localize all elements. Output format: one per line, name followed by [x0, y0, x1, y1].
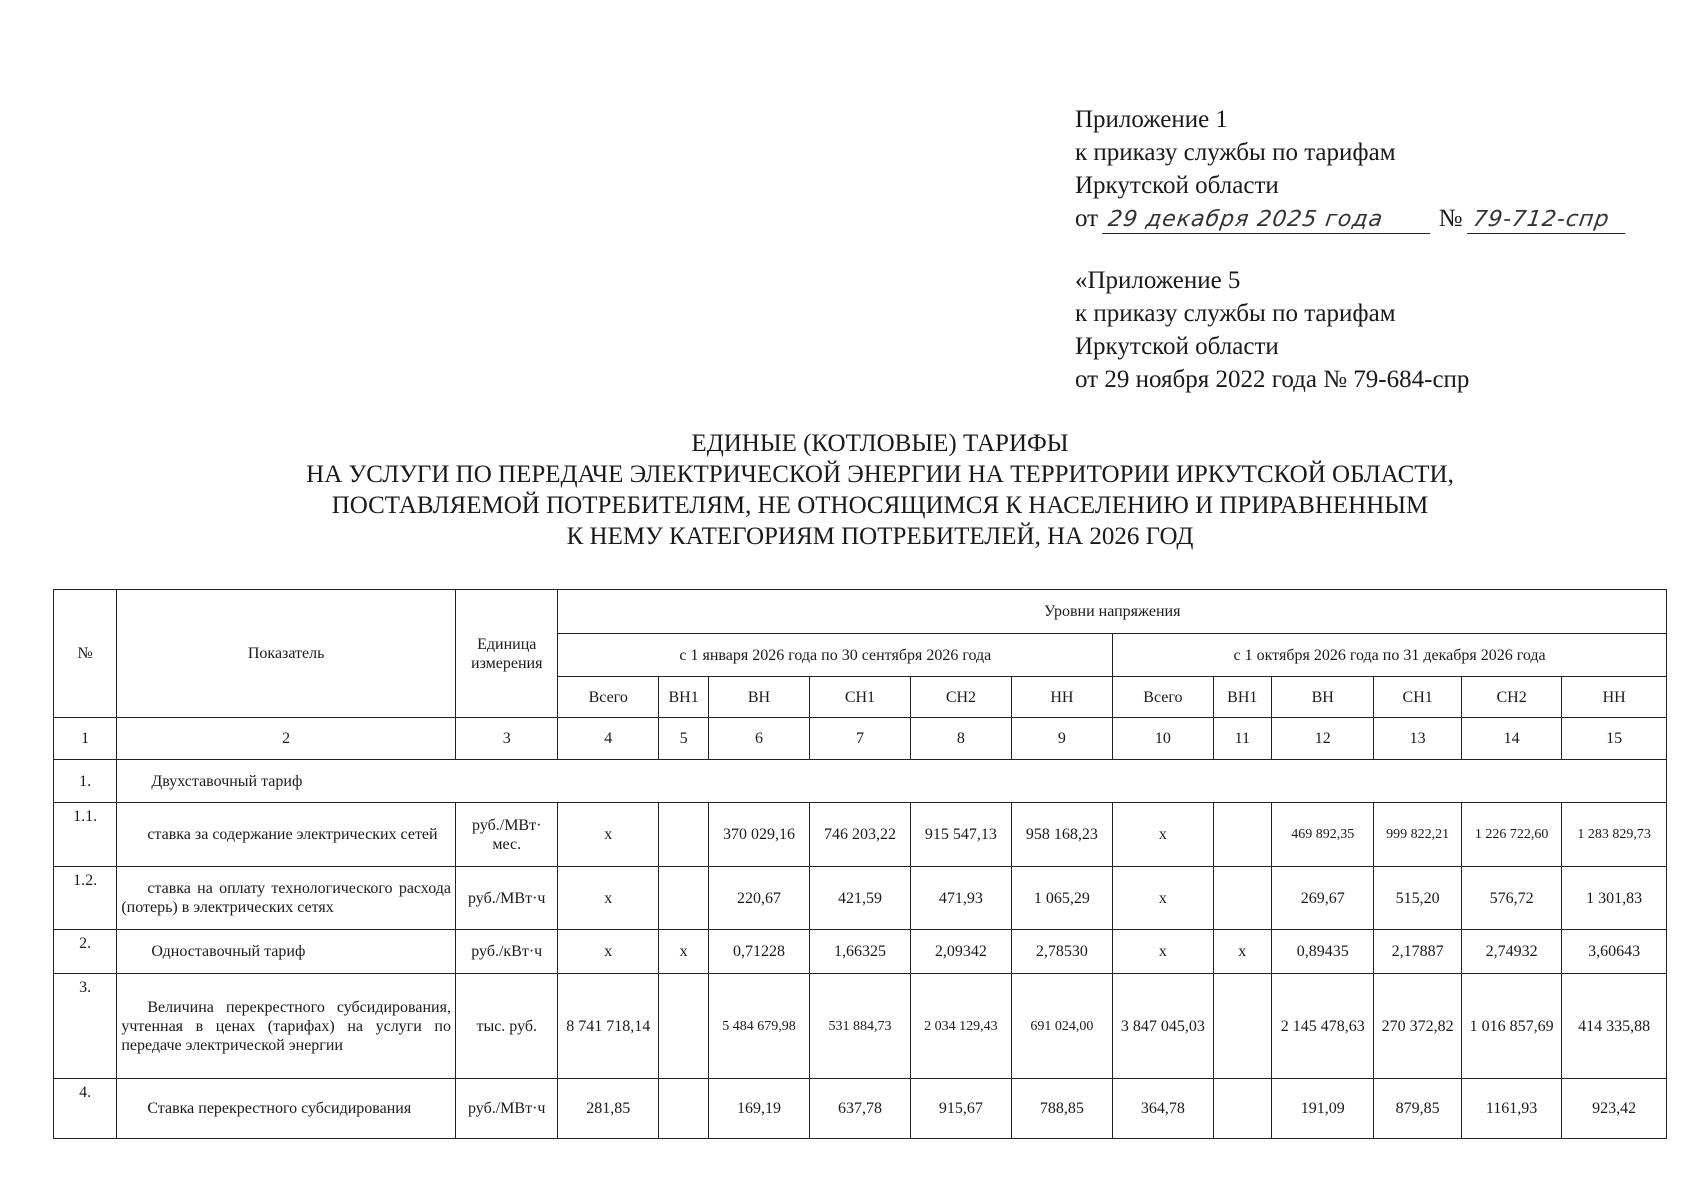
cell-value: х — [558, 867, 658, 930]
cell-value: 469 892,35 — [1271, 803, 1374, 867]
cell-value: 3 847 045,03 — [1113, 974, 1213, 1079]
cell-value: 2,17887 — [1374, 930, 1461, 974]
table-row — [54, 930, 1667, 974]
column-number: 1 — [54, 718, 117, 760]
number-label: № — [1438, 205, 1463, 232]
attachment-5-line-3: Иркутской области — [1075, 333, 1279, 360]
row-indicator: Ставка перекрестного субсидирования — [117, 1079, 456, 1139]
cell-value: х — [1213, 930, 1271, 974]
row-indicator: Одноставочный тариф — [117, 930, 456, 974]
attachment-5-line-2: к приказу службы по тарифам — [1075, 300, 1396, 327]
column-number: 12 — [1271, 718, 1374, 760]
document-title — [0, 428, 1697, 552]
cell-value: 515,20 — [1374, 867, 1461, 930]
cell-value: 370 029,16 — [709, 803, 809, 867]
attachment-1-block — [1075, 103, 1675, 235]
cell-value — [1213, 867, 1271, 930]
column-number: 15 — [1562, 718, 1667, 760]
cell-value: 746 203,22 — [809, 803, 911, 867]
header-voltage-levels: Уровни напряжения — [558, 590, 1667, 634]
column-number: 3 — [455, 718, 558, 760]
cell-value: х — [558, 803, 658, 867]
cell-value: 958 168,23 — [1011, 803, 1113, 867]
title-line-4: К НЕМУ КАТЕГОРИЯМ ПОТРЕБИТЕЛЕЙ, НА 2026 ГОД — [566, 523, 1194, 550]
row-number: 1.1. — [54, 803, 117, 867]
row-number: 1. — [54, 760, 117, 803]
level-header: ВН1 — [1213, 677, 1271, 718]
column-number: 9 — [1011, 718, 1113, 760]
cell-value: 531 884,73 — [809, 974, 911, 1079]
column-number: 11 — [1213, 718, 1271, 760]
cell-value: 2 145 478,63 — [1271, 974, 1374, 1079]
cell-value: 1 283 829,73 — [1562, 803, 1667, 867]
attachment-1-line-1: Приложение 1 — [1075, 106, 1228, 133]
cell-value — [658, 1079, 708, 1139]
row-unit: руб./МВт·ч — [455, 867, 558, 930]
column-number: 5 — [658, 718, 708, 760]
table-row — [54, 867, 1667, 930]
column-number: 8 — [911, 718, 1011, 760]
cell-value: 421,59 — [809, 867, 911, 930]
column-number: 10 — [1113, 718, 1213, 760]
level-header: НН — [1011, 677, 1113, 718]
cell-value: 220,67 — [709, 867, 809, 930]
cell-value: 269,67 — [1271, 867, 1374, 930]
level-header: ВН1 — [658, 677, 708, 718]
column-number: 2 — [117, 718, 456, 760]
cell-value: 281,85 — [558, 1079, 658, 1139]
level-header: СН1 — [809, 677, 911, 718]
cell-value: х — [658, 930, 708, 974]
attachment-5-line-4: от 29 ноября 2022 года № 79-684-спр — [1075, 366, 1470, 393]
header-unit: Единица измерения — [455, 590, 558, 718]
header-no: № — [54, 590, 117, 718]
title-line-1: ЕДИНЫЕ (КОТЛОВЫЕ) ТАРИФЫ — [691, 430, 1069, 457]
cell-value: 471,93 — [911, 867, 1011, 930]
row-number: 3. — [54, 974, 117, 1079]
column-number: 6 — [709, 718, 809, 760]
row-unit: тыс. руб. — [455, 974, 558, 1079]
cell-value: 0,71228 — [709, 930, 809, 974]
cell-value — [1213, 1079, 1271, 1139]
level-header: Всего — [1113, 677, 1213, 718]
cell-value: х — [1113, 867, 1213, 930]
handwritten-date: 29 декабря 2025 года — [1102, 207, 1434, 234]
title-line-2: НА УСЛУГИ ПО ПЕРЕДАЧЕ ЭЛЕКТРИЧЕСКОЙ ЭНЕРГИИ НА ТЕРРИТОРИИ ИРКУТСКОЙ ОБЛАСТИ, — [306, 461, 1454, 488]
cell-value: х — [1113, 930, 1213, 974]
cell-value: 879,85 — [1374, 1079, 1461, 1139]
cell-value: 999 822,21 — [1374, 803, 1461, 867]
row-unit: руб./МВт· мес. — [455, 803, 558, 867]
header-period-1: с 1 января 2026 года по 30 сентября 2026 года — [558, 634, 1113, 677]
column-number: 7 — [809, 718, 911, 760]
cell-value — [658, 803, 708, 867]
table-row — [54, 974, 1667, 1079]
cell-value: 414 335,88 — [1562, 974, 1667, 1079]
cell-value: 1,66325 — [809, 930, 911, 974]
cell-value: 915,67 — [911, 1079, 1011, 1139]
cell-value: х — [558, 930, 658, 974]
row-indicator: Величина перекрестного субсидирования, учтенная в ценах (тарифах) на услуги по передаче электрической энергии — [117, 974, 456, 1079]
tariff-table — [53, 589, 1667, 1139]
row-unit: руб./кВт·ч — [455, 930, 558, 974]
cell-value — [658, 974, 708, 1079]
row-number: 2. — [54, 930, 117, 974]
attachment-5-line-1: «Приложение 5 — [1075, 267, 1241, 294]
column-number: 14 — [1461, 718, 1561, 760]
level-header: СН1 — [1374, 677, 1461, 718]
cell-value: 923,42 — [1562, 1079, 1667, 1139]
section-row-two-rate — [54, 760, 1667, 803]
cell-value: 788,85 — [1011, 1079, 1113, 1139]
column-numbers-row — [54, 718, 1667, 760]
cell-value: 1161,93 — [1461, 1079, 1561, 1139]
attachment-1-line-3: Иркутской области — [1075, 172, 1279, 199]
cell-value: 637,78 — [809, 1079, 911, 1139]
from-label: от — [1075, 205, 1099, 232]
cell-value — [1213, 974, 1271, 1079]
table-row — [54, 803, 1667, 867]
attachment-1-date-line — [1075, 202, 1675, 235]
cell-value: 191,09 — [1271, 1079, 1374, 1139]
attachment-1-line-2: к приказу службы по тарифам — [1075, 139, 1396, 166]
row-unit: руб./МВт·ч — [455, 1079, 558, 1139]
handwritten-number: 79-712-спр — [1467, 207, 1629, 234]
level-header: СН2 — [1461, 677, 1561, 718]
cell-value: 364,78 — [1113, 1079, 1213, 1139]
cell-value: 915 547,13 — [911, 803, 1011, 867]
level-header: СН2 — [911, 677, 1011, 718]
title-line-3: ПОСТАВЛЯЕМОЙ ПОТРЕБИТЕЛЯМ, НЕ ОТНОСЯЩИМСЯ К НАСЕЛЕНИЮ И ПРИРАВНЕННЫМ — [331, 492, 1429, 519]
header-indicator: Показатель — [117, 590, 456, 718]
cell-value: 2 034 129,43 — [911, 974, 1011, 1079]
cell-value: 8 741 718,14 — [558, 974, 658, 1079]
row-indicator: ставка за содержание электрических сетей — [117, 803, 456, 867]
attachment-5-block — [1075, 264, 1675, 396]
level-header: ВН — [1271, 677, 1374, 718]
cell-value: х — [1113, 803, 1213, 867]
level-header: ВН — [709, 677, 809, 718]
cell-value: 3,60643 — [1562, 930, 1667, 974]
cell-value: 270 372,82 — [1374, 974, 1461, 1079]
row-number: 4. — [54, 1079, 117, 1139]
cell-value: 2,74932 — [1461, 930, 1561, 974]
cell-value: 1 065,29 — [1011, 867, 1113, 930]
cell-value — [658, 867, 708, 930]
cell-value: 1 301,83 — [1562, 867, 1667, 930]
column-number: 13 — [1374, 718, 1461, 760]
cell-value: 691 024,00 — [1011, 974, 1113, 1079]
cell-value: 1 226 722,60 — [1461, 803, 1561, 867]
cell-value: 5 484 679,98 — [709, 974, 809, 1079]
row-indicator: ставка на оплату технологического расхода (потерь) в электрических сетях — [117, 867, 456, 930]
level-header: Всего — [558, 677, 658, 718]
cell-value: 2,09342 — [911, 930, 1011, 974]
table-row — [54, 1079, 1667, 1139]
header-period-2: с 1 октября 2026 года по 31 декабря 2026 года — [1113, 634, 1667, 677]
section-name: Двухставочный тариф — [117, 760, 1667, 803]
cell-value: 1 016 857,69 — [1461, 974, 1561, 1079]
cell-value: 169,19 — [709, 1079, 809, 1139]
cell-value — [1213, 803, 1271, 867]
column-number: 4 — [558, 718, 658, 760]
cell-value: 576,72 — [1461, 867, 1561, 930]
level-header: НН — [1562, 677, 1667, 718]
cell-value: 2,78530 — [1011, 930, 1113, 974]
cell-value: 0,89435 — [1271, 930, 1374, 974]
row-number: 1.2. — [54, 867, 117, 930]
